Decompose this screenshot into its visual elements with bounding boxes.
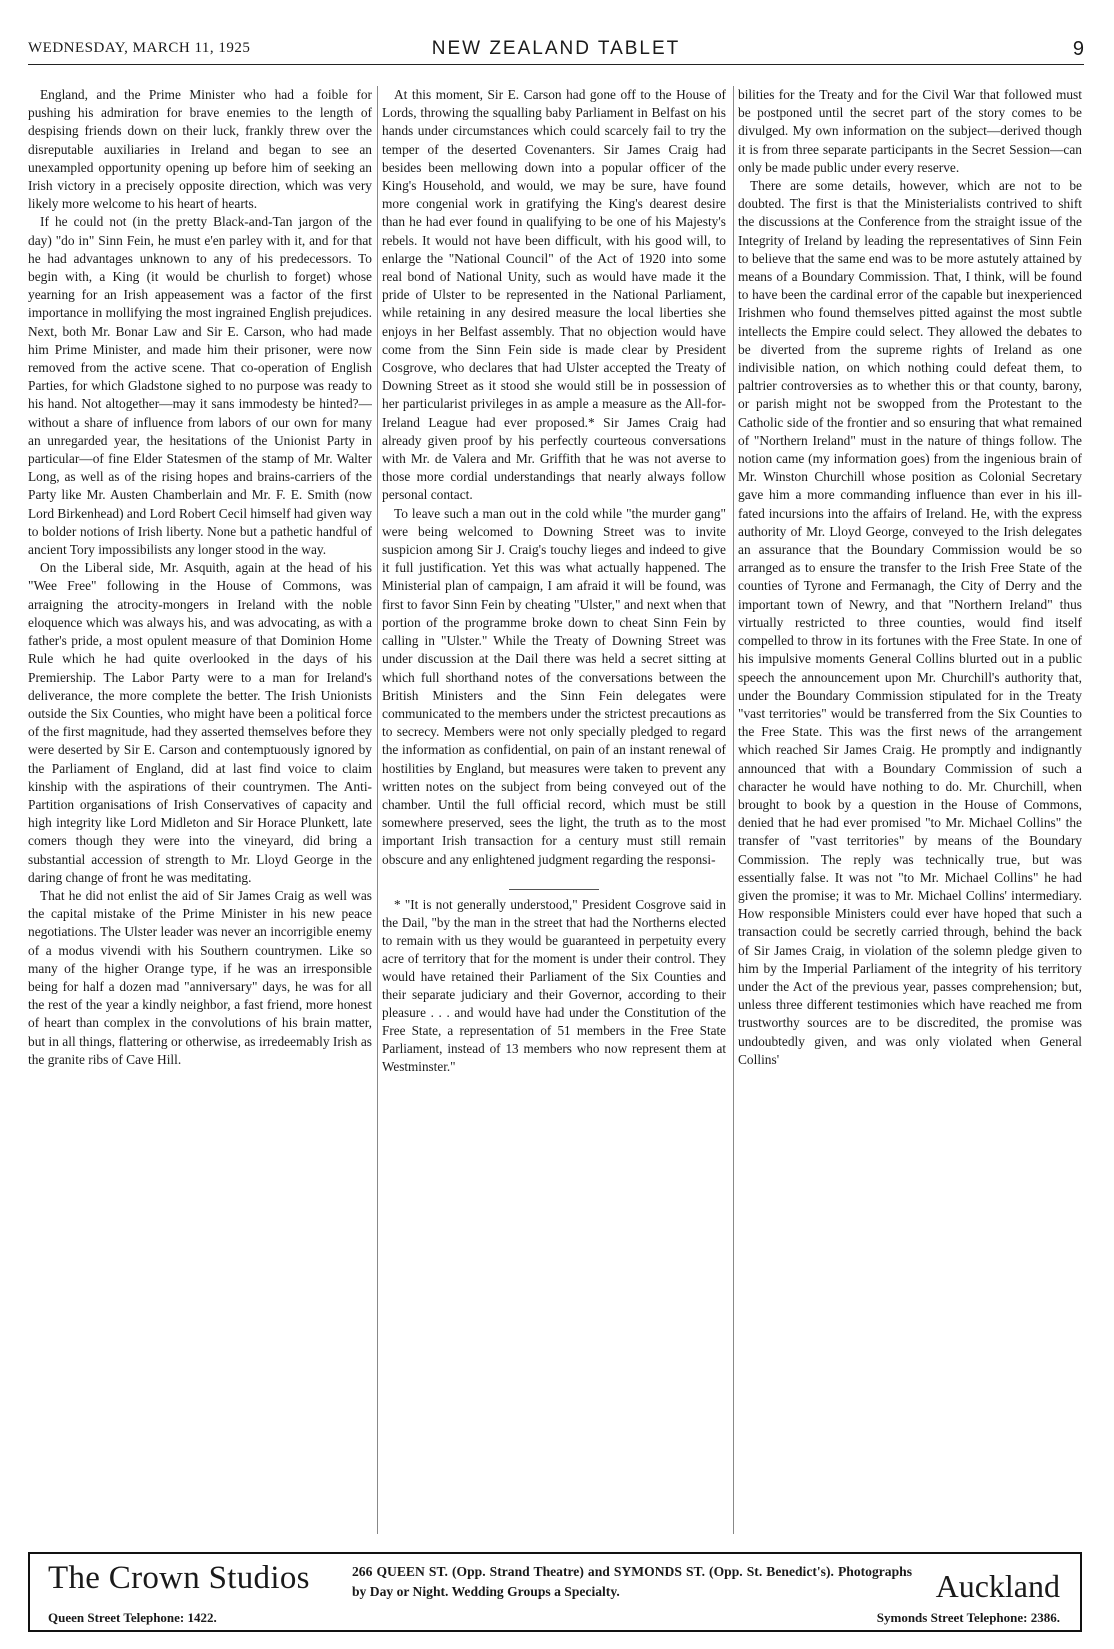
issue-date: WEDNESDAY, MARCH 11, 1925 [28,40,251,56]
ad-address: 266 QUEEN ST. (Opp. Strand Theatre) and SYMONDS ST. (Opp. St. Benedict's). Photographs by Day or Night. Wedding Groups a Specialty. [352,1564,912,1599]
ad-queen-telephone: Queen Street Telephone: 1422. [48,1610,217,1625]
newspaper-title: NEW ZEALAND TABLET [431,38,681,59]
column-divider [377,86,378,1534]
ad-studio-name: The Crown Studios [48,1560,310,1596]
footnote-divider [509,889,599,890]
column-3 [738,86,1082,1534]
paragraph: At this moment, Sir E. Carson had gone off to the House of Lords, throwing the squalling baby Parliament in Belfast on his hands under circumstances which could scarcely fail to try the temper of the deserted Covenanters. Sir James Craig had besides been mellowing down into a popular officer of the King's Household, and would, we may be sure, have found more congenial work in gratifying the King's dearest desire than he had ever found in qualifying to be one of his Majesty's rebels. It would not have been difficult, with his good will, to enlarge the "National Council" of the Act of 1920 into some real bond of National Unity, such as would have made it the pride of Ulster to be represented in the National Parliament, while retaining in any desired measure the local liberties she enjoys in her Belfast assembly. That no objection would have come from the Sinn Fein side is made clear by President Cosgrove, who declares that had Ulster accepted the Treaty of Downing Street as it stood she would still be in possession of her particularist privileges in as ample a measure as the All-for-Ireland League had ever proposed.* Sir James Craig had already given proof by his perfectly courteous conversations with Mr. de Valera and Mr. Griffith that he was not averse to those more cordial understandings that nearly always follow personal contact. [382,87,726,503]
paragraph: If he could not (in the pretty Black-and-Tan jargon of the day) "do in" Sinn Fein, he must e'en parley with it, and for that he had advantages unknown to any of his predecessors. To begin with, a King (it would be churlish to forget) whose yearning for an Irish appeasement was a factor of the first importance in mollifying the most ingrained English prejudices. Next, both Mr. Bonar Law and Sir E. Carson, who had made him Prime Minister, and made him their prisoner, were now removed from the active scene. That co-operation of English Parties, for which Gladstone sighed to no purpose was ready to his hand. Not altogether—may it sans immodesty be hinted?—without a share of influence from labors of our own for many an unregarded year, the hesitations of the Unionist Party in particular—of fine Elder Statesmen of the stamp of Mr. Walter Long, as well as of the rising hopes and brains-carriers of the Party like Mr. Austen Chamberlain and Mr. F. E. Smith (now Lord Birkenhead) and Lord Robert Cecil himself had given way to bolder notions of Irish liberty. None but a pathetic handful of ancient Tory impossibilists any longer stood in the way. [28,214,372,558]
advertisement-box [28,1552,1082,1632]
paragraph: There are some details, however, which are not to be doubted. The first is that the Ministerialists contrived to shift the discussions at the Conference from the straight issue of the Integrity of Ireland by leading the representatives of Sinn Fein to believe that the same end was to be more astutely attained by means of a Boundary Commission. That, I think, will be found to have been the cardinal error of the capable but inexperienced Irishmen who found themselves pitted against the most subtle intellects the Empire could select. They allowed the debates to be diverted from the supreme rights of Ireland as one indivisible nation, on which nothing could defeat them, to paltrier controversies as to whether this or that county, barony, or parish might not be swopped from the Protestant to the Catholic side of the frontier and so ensuring that what remained of "Northern Ireland" must in the nature of things follow. The notion came (my information goes) from the ingenious brain of Mr. Winston Churchill whose position as Colonial Secretary gave him a more commanding influence than ever in his ill-fated incursions into the affairs of Ireland. He, with the express authority of Mr. Lloyd George, conveyed to the Irish delegates an assurance that the Boundary Commission would be so arranged as to ensure the transfer to the Irish Free State of the counties of Tyrone and Fermanagh, the City of Derry and the important town of Newry, and that "Northern Ireland" thus virtually restricted to three counties, would find itself compelled to throw in its fortunes with the Free State. In one of his impulsive moments General Collins blurted out in a public speech the announcement upon Mr. Churchill's authority that, under the Boundary Commission stipulated for in the Treaty "vast territories" would be transferred from the Six Counties to the Free State. This was the first news of the arrangement which reached Sir James Craig. He promptly and indignantly announced that with a Boundary Commission of such a character he would have nothing to do. Mr. Churchill, when brought to book by a question in the House of Commons, denied that he had ever promised "to Mr. Michael Collins" the transfer of "vast territories" by means of the Boundary Commission. The reply was technically true, but was essentially false. It was not "to Mr. Michael Collins" he had given the promise; it was to Mr. Michael Collins' intermediary. How responsible Ministers could ever have hoped that such a transaction could be secretly carried through, behind the back of Sir James Craig, in violation of the solemn pledge given to him by the Imperial Parliament of the integrity of his territory under the Act of the previous year, passes comprehension; but, unless three different testimonies which have reached me from trustworthy sources are to be discredited, the promise was undoubtedly given, and was only violated when General Collins' [738,178,1082,1067]
page-number: 9 [1072,38,1084,60]
footnote-text: * "It is not generally understood," President Cosgrove said in the Dail, "by the man in the street that had the Northerns elected to remain with us they would be guaranteed in perpetuity every acre of territory that for the moment is under their control. They would have retained their Parliament of the Six Counties and their separate judiciary and their Governor, according to their pleasure . . . and would have had under the Constitution of the Free State, a representation of 51 members in the Free State Parliament, instead of 13 members who now represent them at Westminster." [382,896,726,1074]
ad-symonds-telephone: Symonds Street Telephone: 2386. [876,1610,1060,1625]
column-1 [28,86,372,1534]
ad-city: Auckland [935,1568,1060,1604]
paragraph: England, and the Prime Minister who had a foible for pushing his admiration for brave enemies to the length of despising friends down on their luck, frankly threw over the disreputable auxiliaries in Ireland and began to see an unexampled opportunity opening up before him of seeking an Irish victory in a precisely opposite direction, which was very likely more welcome to his heart of hearts. [28,87,372,212]
column-divider [733,86,734,1534]
column-2 [382,86,726,1534]
paragraph: bilities for the Treaty and for the Civil War that followed must be postponed until the secret part of the story comes to be divulged. My own information on the subject—derived though it is from three separate participants in the Secret Session—can only be made public under every reserve. [738,87,1082,175]
paragraph: On the Liberal side, Mr. Asquith, again at the head of his "Wee Free" following in the House of Commons, was arraigning the atrocity-mongers in Ireland with the noble eloquence which was always his, and was advocating, as with a father's pride, a most opulent measure of that Dominion Home Rule which he had quite overlooked in the days of his Premiership. The Labor Party were to a man for Ireland's deliverance, the more complete the better. The Irish Unionists outside the Six Counties, who might have been a political force of the first magnitude, had they asserted themselves before they were deserted by Sir E. Carson and contemptuously ignored by the Parliament of England, did at last find voice to claim kinship with the aspirations of their countrymen. The Anti-Partition organisations of Irish Conservatives of capacity and high integrity like Lord Midleton and Sir Horace Plunkett, late comers though they were into the vineyard, did bring a substantial accession of strength to Mr. Lloyd George in the daring change of front he was meditating. [28,560,372,885]
footnote [382,896,726,1076]
article-body [28,86,1084,1534]
paragraph: That he did not enlist the aid of Sir James Craig as well was the capital mistake of the Prime Minister in his new peace negotiations. The Ulster leader was never an incorrigible enemy of a modus vivendi with his Southern countrymen. Like so many of the higher Orange type, if he was an irresponsible being for half a dozen mad "anniversary" days, he was for all the rest of the year a kindly neighbor, a fast friend, more honest of heart than complex in the convolutions of his brain matter, but in all things, flattering or otherwise, as irredeemably Irish as the granite ribs of Cave Hill. [28,887,372,1067]
paragraph: To leave such a man out in the cold while "the murder gang" were being welcomed to Downing Street was to invite suspicion among Sir J. Craig's touchy lieges and indeed to give it full justification. Yet this was what actually happened. The Ministerial plan of campaign, I am afraid it will be found, was first to favor Sinn Fein by cheating "Ulster," and next when that portion of the programme broke down to cheat Sinn Fein by calling in "Ulster." While the Treaty of Downing Street was under discussion at the Dail there was held a secret sitting at which full shorthand notes of the conversations between the British Ministers and the Sinn Fein delegates were communicated to the members under the strictest precautions as to secrecy. Members were not only specially pledged to regard the information as confidential, on pain of an instant renewal of hostilities by England, but measures were taken to prevent any written notes on the subject from being conveyed out of the chamber. Until the full official record, which must be still somewhere preserved, sees the light, the truth as to the most important Irish transaction for a century must still remain obscure and any enlightened judgment regarding the responsi- [382,505,726,867]
page-header [28,38,1084,65]
